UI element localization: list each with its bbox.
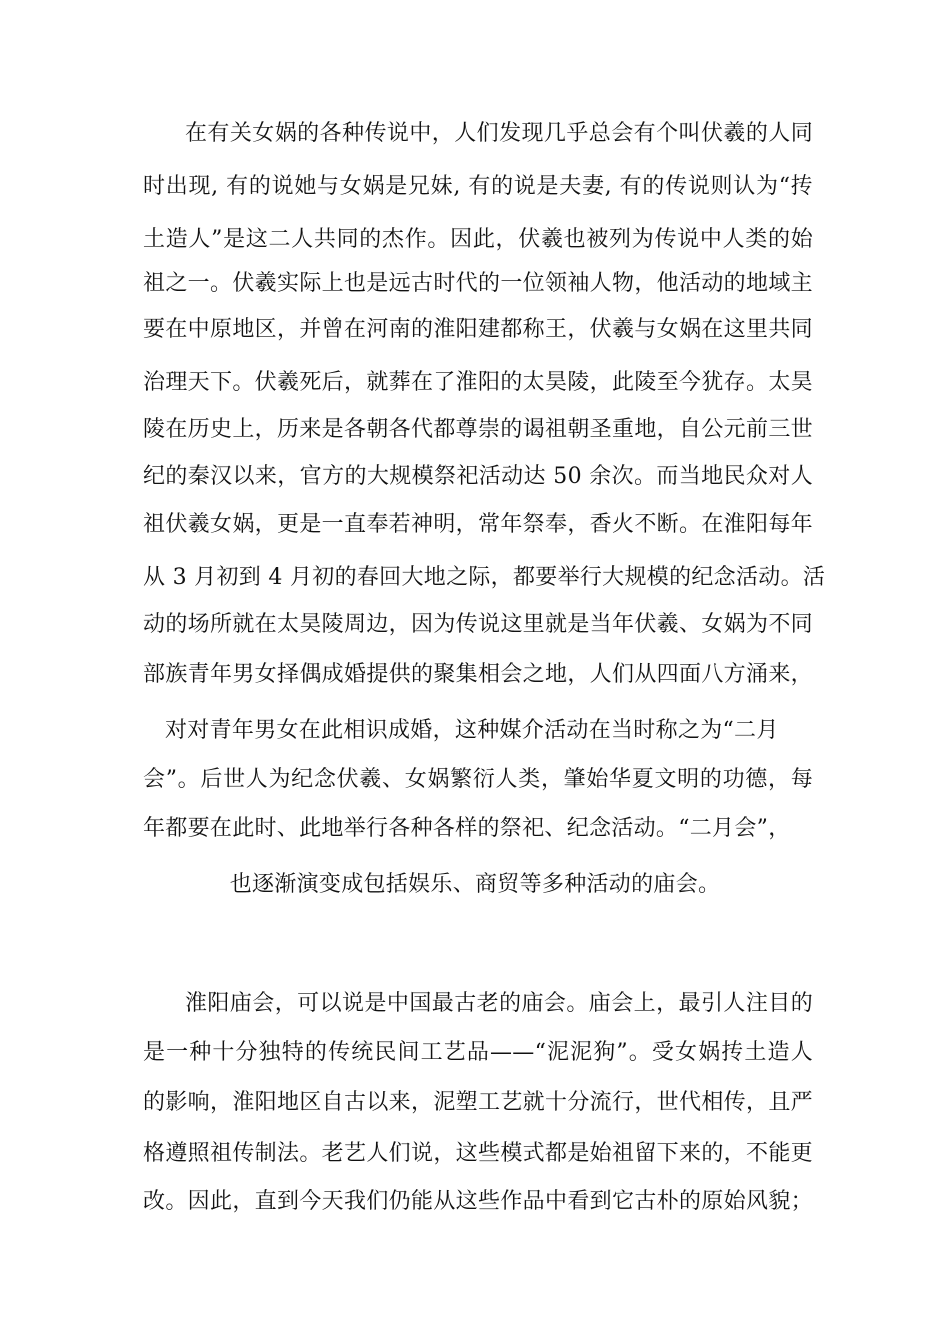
paragraph-1-line-15: 年都要在此时、此地举行各种各样的祭祀、纪念活动。“二月会”， [143, 816, 791, 841]
paragraph-2-line-5: 改。因此，直到今天我们仍能从这些作品中看到它古朴的原始风貌； [143, 1189, 813, 1214]
paragraph-1-line-14: 会”。后世人为纪念伏羲、女娲繁衍人类，肇始华夏文明的功德，每 [143, 767, 813, 792]
paragraph-1-line-2: 时出现, 有的说她与女娲是兄妹, 有的说是夫妻, 有的传说则认为“抟 [143, 174, 813, 199]
paragraph-1-line-1: 在有关女娲的各种传说中，人们发现几乎总会有个叫伏羲的人同 [185, 121, 813, 146]
paragraph-2-line-2: 是一种十分独特的传统民间工艺品——“泥泥狗”。受女娲抟土造人 [143, 1040, 813, 1065]
paragraph-1-line-12: 部族青年男女择偶成婚提供的聚集相会之地，人们从四面八方涌来， [143, 662, 813, 687]
paragraph-2-line-1: 淮阳庙会，可以说是中国最古老的庙会。庙会上，最引人注目的 [185, 991, 813, 1016]
paragraph-1-line-5: 要在中原地区，并曾在河南的淮阳建都称王，伏羲与女娲在这里共同 [143, 317, 813, 342]
paragraph-1-line-7: 陵在历史上，历来是各朝各代都尊崇的谒祖朝圣重地，自公元前三世 [143, 417, 813, 442]
paragraph-2-line-4: 格遵照祖传制法。老艺人们说，这些模式都是始祖留下来的，不能更 [143, 1141, 813, 1166]
paragraph-1-line-6: 治理天下。伏羲死后，就葬在了淮阳的太昊陵，此陵至今犹存。太昊 [143, 370, 813, 395]
paragraph-1-line-4: 祖之一。伏羲实际上也是远古时代的一位领袖人物，他活动的地域主 [143, 271, 813, 296]
paragraph-1-line-9: 祖伏羲女娲，更是一直奉若神明，常年祭奉，香火不断。在淮阳每年 [143, 512, 813, 537]
paragraph-2-line-3: 的影响，淮阳地区自古以来，泥塑工艺就十分流行，世代相传，且严 [143, 1090, 813, 1115]
paragraph-1-line-11: 动的场所就在太昊陵周边，因为传说这里就是当年伏羲、女娲为不同 [143, 612, 813, 637]
paragraph-1-line-13: 对对青年男女在此相识成婚，这种媒介活动在当时称之为“二月 [165, 718, 779, 743]
paragraph-1-line-10: 从 3 月初到 4 月初的春回大地之际，都要举行大规模的纪念活动。活 [143, 565, 826, 590]
paragraph-1-line-16: 也逐渐演变成包括娱乐、商贸等多种活动的庙会。 [229, 872, 721, 897]
paragraph-1-line-8: 纪的秦汉以来，官方的大规模祭祀活动达 50 余次。而当地民众对人 [143, 464, 813, 489]
paragraph-1-line-3: 土造人”是这二人共同的杰作。因此，伏羲也被列为传说中人类的始 [143, 227, 813, 252]
